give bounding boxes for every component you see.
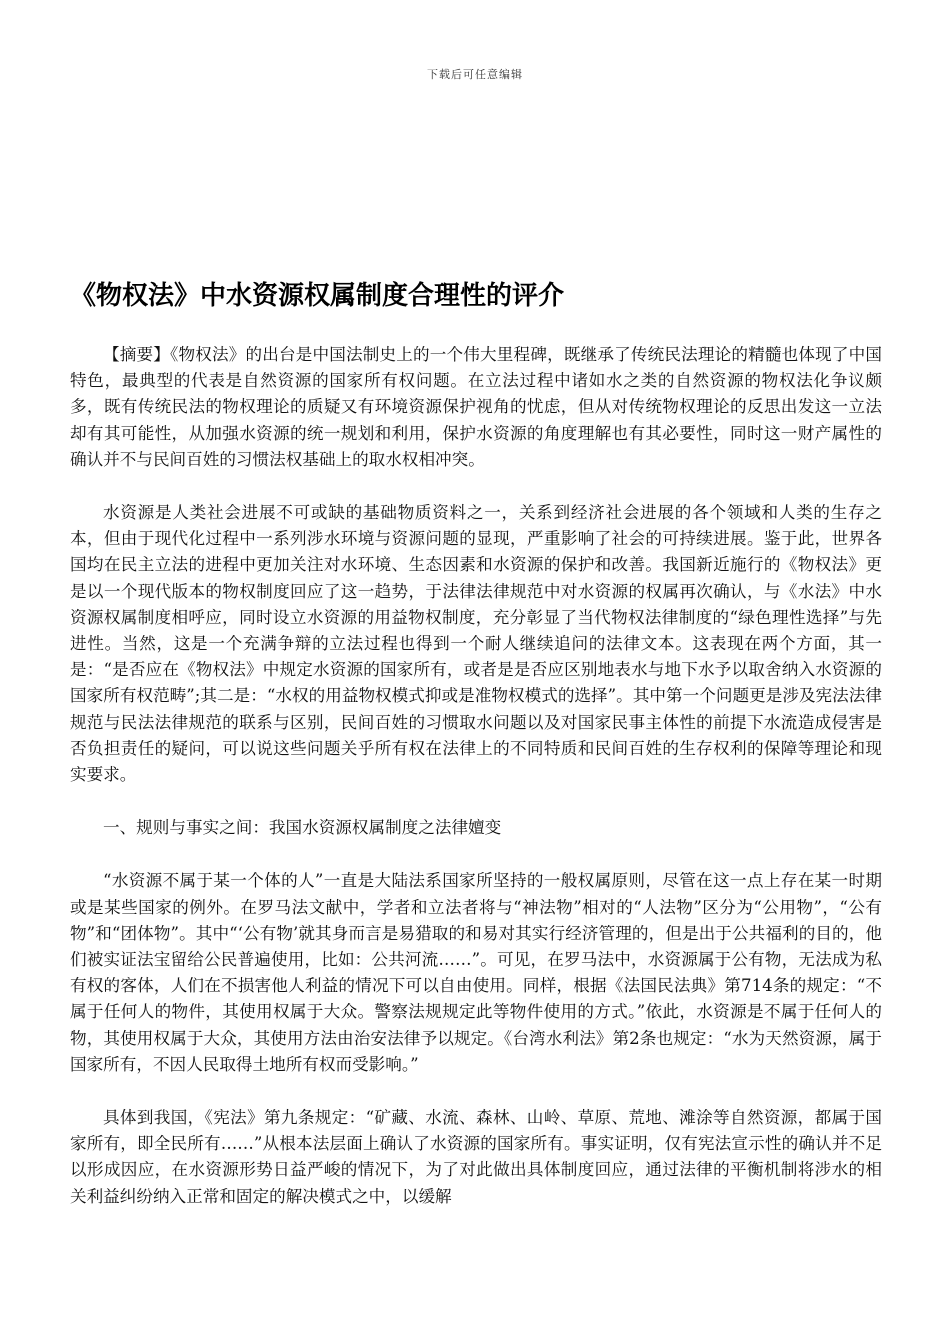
abstract-paragraph: 【摘要】《物权法》的出台是中国法制史上的一个伟大里程碑，既继承了传统民法理论的精髓也体现了中国特色，最典型的代表是自然资源的国家所有权问题。在立法过程中诸如水之类的自然资源的物权法化争议颇多，既有传统民法的物权理论的质疑又有环境资源保护视角的忧虑，但从对传统物权理论的反思出发这一立法却有其可能性，从加强水资源的统一规划和利用，保护水资源的角度理解也有其必要性，同时这一财产属性的确认并不与民间百姓的习惯法权基础上的取水权相冲突。 — [70, 345, 882, 469]
body-paragraph: “水资源不属于某一个体的人”一直是大陆法系国家所坚持的一般权属原则，尽管在这一点上存在某一时期或是某些国家的例外。在罗马法文献中，学者和立法者将与“神法物”相对的“人法物”区分为“公用物”，“公有物”和“团体物”。其中“‘公有物’就其身而言是易猎取的和易对其实行经济管理的，但是出于公共福利的目的，他们被实证法宝留给公民普遍使用，比如：公共河流……”。可见，在罗马法中，水资源属于公有物，无法成为私有权的客体，人们在不损害他人利益的情况下可以自由使用。同样，根据《法国民法典》第714条的规定：“不属于任何人的物件，其使用权属于大众。警察法规规定此等物件使用的方式。”依此，水资源是不属于任何人的物，其使用权属于大众，其使用方法由治安法律予以规定。《台湾水利法》第2条也规定：“水为天然资源，属于国家所有，不因人民取得土地所有权而受影响。” — [70, 871, 882, 1074]
document-body — [70, 342, 882, 1237]
body-paragraph: 具体到我国，《宪法》第九条规定：“矿藏、水流、森林、山岭、草原、荒地、滩涂等自然资源，都属于国家所有，即全民所有……”从根本法层面上确认了水资源的国家所有。事实证明，仅有宪法宣示性的确认并不足以形成因应，在水资源形势日益严峻的情况下，为了对此做出具体制度回应，通过法律的平衡机制将涉水的相关利益纠纷纳入正常和固定的解决模式之中，以缓解 — [70, 1108, 882, 1206]
section-heading: 一、规则与事实之间：我国水资源权属制度之法律嬗变 — [103, 818, 502, 838]
header-note: 下载后可任意编辑 — [427, 68, 523, 81]
document-title: 《物权法》中水资源权属制度合理性的评介 — [70, 281, 565, 311]
body-paragraph: 水资源是人类社会进展不可或缺的基础物质资料之一，关系到经济社会进展的各个领域和人类的生存之本，但由于现代化过程中一系列涉水环境与资源问题的显现，严重影响了社会的可持续进展。鉴于此，世界各国均在民主立法的进程中更加关注对水环境、生态因素和水资源的保护和改善。我国新近施行的《物权法》更是以一个现代版本的物权制度回应了这一趋势，于法律法律规范中对水资源的权属再次确认，与《水法》中水资源权属制度相呼应，同时设立水资源的用益物权制度，充分彰显了当代物权法律制度的“绿色理性选择”与先进性。当然，这是一个充满争辩的立法过程也得到一个耐人继续追问的法律文本。这表现在两个方面，其一是：“是否应在《物权法》中规定水资源的国家所有，或者是是否应区别地表水与地下水予以取舍纳入水资源的国家所有权范畴”;其二是：“水权的用益物权模式抑或是准物权模式的选择”。其中第一个问题更是涉及宪法法律规范与民法法律规范的联系与区别，民间百姓的习惯取水问题以及对国家民事主体性的前提下水流造成侵害是否负担责任的疑问，可以说这些问题关乎所有权在法律上的不同特质和民间百姓的生存权利的保障等理论和现实要求。 — [70, 503, 882, 785]
